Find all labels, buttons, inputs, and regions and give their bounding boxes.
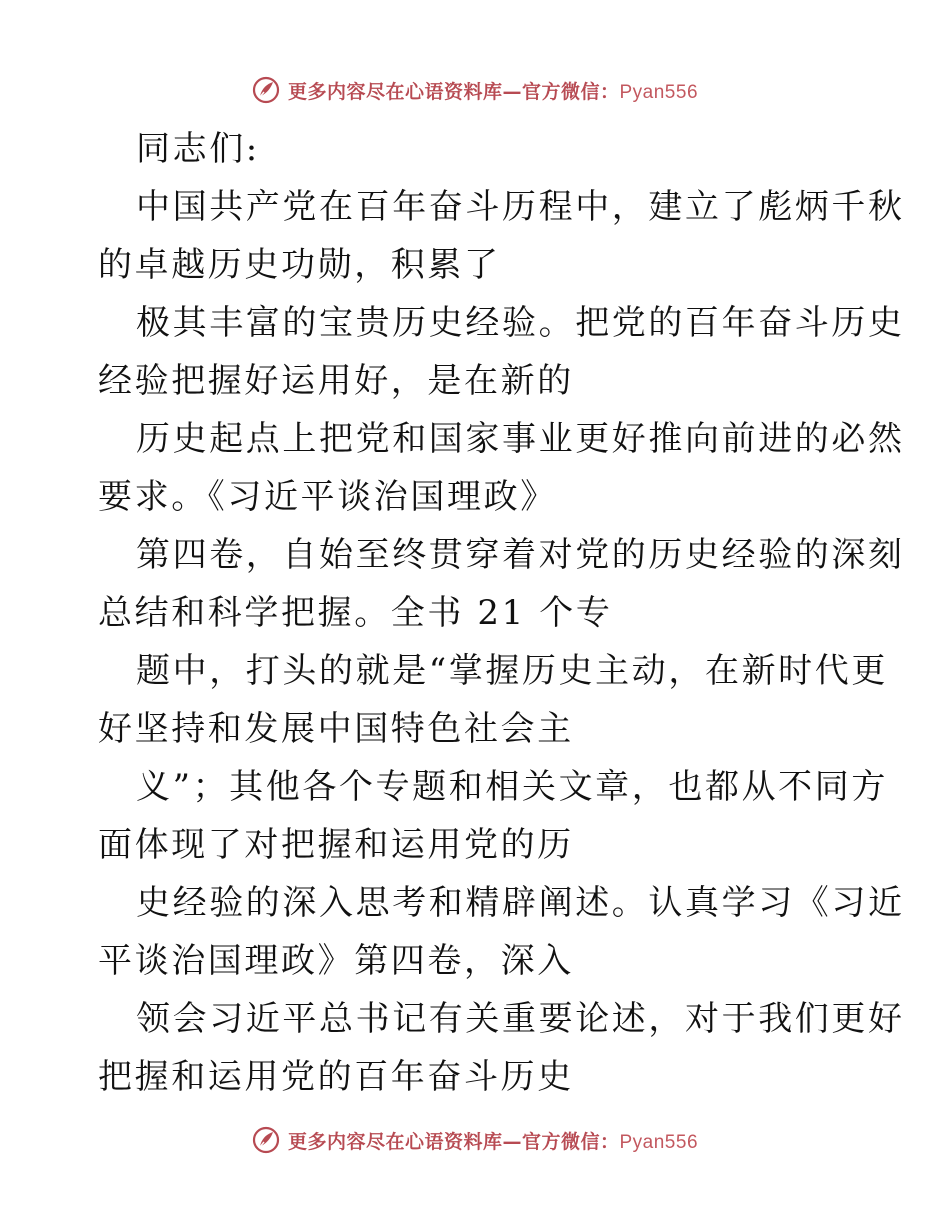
feather-pen-icon — [252, 76, 280, 104]
text-line: 好坚持和发展中国特色社会主 — [98, 709, 574, 749]
text-line: 史经验的深入思考和精辟阐述。认真学习《习近 — [136, 883, 905, 923]
text-line: 把握和运用党的百年奋斗历史 — [98, 1057, 574, 1097]
text-line: 同志们: — [136, 129, 260, 169]
document-body — [98, 120, 905, 1106]
footer-watermark — [0, 1122, 950, 1158]
text-line: 平谈治国理政》第四卷，深入 — [98, 941, 574, 981]
feather-pen-icon — [252, 1126, 280, 1154]
text-line: 中国共产党在百年奋斗历程中，建立了彪炳千秋 — [136, 187, 905, 227]
watermark-text: 更多内容尽在心语资料库—官方微信：Pyan556 — [287, 1130, 699, 1153]
text-line: 领会习近平总书记有关重要论述，对于我们更好 — [136, 999, 905, 1039]
text-line: 义”；其他各个专题和相关文章，也都从不同方 — [136, 767, 888, 807]
text-line: 面体现了对把握和运用党的历 — [98, 825, 574, 865]
text-line: 总结和科学把握。全书 21 个专 — [98, 593, 613, 633]
text-line: 要求。《习近平谈治国理政》 — [98, 477, 557, 517]
text-line: 第四卷，自始至终贯穿着对党的历史经验的深刻 — [136, 535, 905, 575]
text-line: 题中，打头的就是“掌握历史主动，在新时代更 — [136, 651, 888, 691]
text-line: 经验把握好运用好，是在新的 — [98, 361, 574, 401]
text-line: 历史起点上把党和国家事业更好推向前进的必然 — [136, 419, 905, 459]
text-line: 的卓越历史功勋，积累了 — [98, 245, 501, 285]
header-watermark — [0, 72, 950, 108]
text-line: 极其丰富的宝贵历史经验。把党的百年奋斗历史 — [136, 303, 905, 343]
watermark-text: 更多内容尽在心语资料库—官方微信：Pyan556 — [287, 80, 699, 103]
